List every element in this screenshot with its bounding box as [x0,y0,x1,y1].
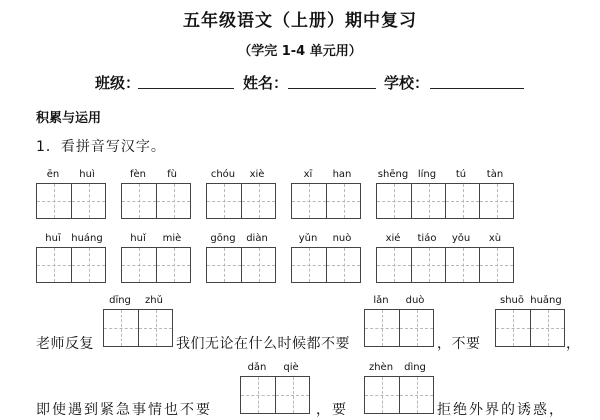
school-label: 学校： [384,74,430,92]
pinyin: fèn [129,169,146,180]
sentence-text: ， [566,336,581,352]
fill-grid-landuo[interactable] [364,309,434,347]
pinyin: xī [303,169,313,180]
pinyin: xù [488,233,502,244]
fill-grid-zhending[interactable] [364,376,434,414]
class-label: 班级： [95,74,141,92]
writing-grid[interactable] [36,247,106,283]
class-blank[interactable] [138,88,234,89]
page-subtitle: （学完 1-4 单元用） [238,44,362,59]
pinyin: fù [167,169,177,180]
sentence-text: ，不要 [437,336,481,352]
pinyin: dǎn [247,362,267,373]
pinyin: shēng [377,169,409,180]
writing-grid[interactable] [206,247,276,283]
writing-grid[interactable] [291,183,361,219]
section-title: 积累与运用 [36,111,102,126]
pinyin: duò [405,295,425,306]
pinyin: shuō [499,295,524,306]
page-title: 五年级语文（上册）期中复习 [183,11,417,31]
pinyin: ēn [46,169,60,180]
pinyin: dìng [404,362,426,373]
sentence-text: 我们无论在什么时候都不要 [176,336,350,352]
pinyin: huì [79,169,95,180]
pinyin: yǒu [451,233,471,244]
pinyin: chóu [210,169,236,180]
sentence-text: 拒绝外界的诱惑， [437,402,565,418]
school-blank[interactable] [430,88,524,89]
pinyin: miè [162,233,182,244]
pinyin: huǐ [130,233,146,244]
pinyin: huǎng [530,295,562,306]
writing-grid[interactable] [291,247,361,283]
writing-grid[interactable] [376,247,514,283]
pinyin: zhǔ [145,295,163,306]
sentence-text: 老师反复 [36,336,94,352]
pinyin: dīng [109,295,131,306]
pinyin: xiè [249,169,265,180]
fill-grid-danqie[interactable] [240,376,310,414]
pinyin: zhèn [368,362,394,373]
pinyin: qiè [283,362,299,373]
fill-grid-dingzhu[interactable] [103,309,173,347]
pinyin: lǎn [373,295,389,306]
pinyin: tàn [486,169,504,180]
name-blank[interactable] [288,88,376,89]
name-label: 姓名： [243,74,289,92]
writing-grid[interactable] [376,183,514,219]
pinyin: tiáo [417,233,437,244]
pinyin: huī [45,233,61,244]
sentence-text: ，要 [316,402,348,418]
pinyin: nuò [332,233,352,244]
pinyin: líng [417,169,437,180]
fill-grid-shuohuang[interactable] [495,309,565,347]
pinyin: xié [385,233,401,244]
pinyin: han [332,169,352,180]
pinyin: tú [455,169,467,180]
writing-grid[interactable] [121,247,191,283]
sentence-text: 即使遇到紧急事情也不要 [36,402,212,418]
pinyin: yǔn [298,233,318,244]
question-1: 1．看拼音写汉字。 [36,139,166,155]
pinyin: diàn [246,233,268,244]
writing-grid[interactable] [206,183,276,219]
pinyin: gōng [210,233,236,244]
pinyin: huáng [71,233,103,244]
writing-grid[interactable] [36,183,106,219]
writing-grid[interactable] [121,183,191,219]
